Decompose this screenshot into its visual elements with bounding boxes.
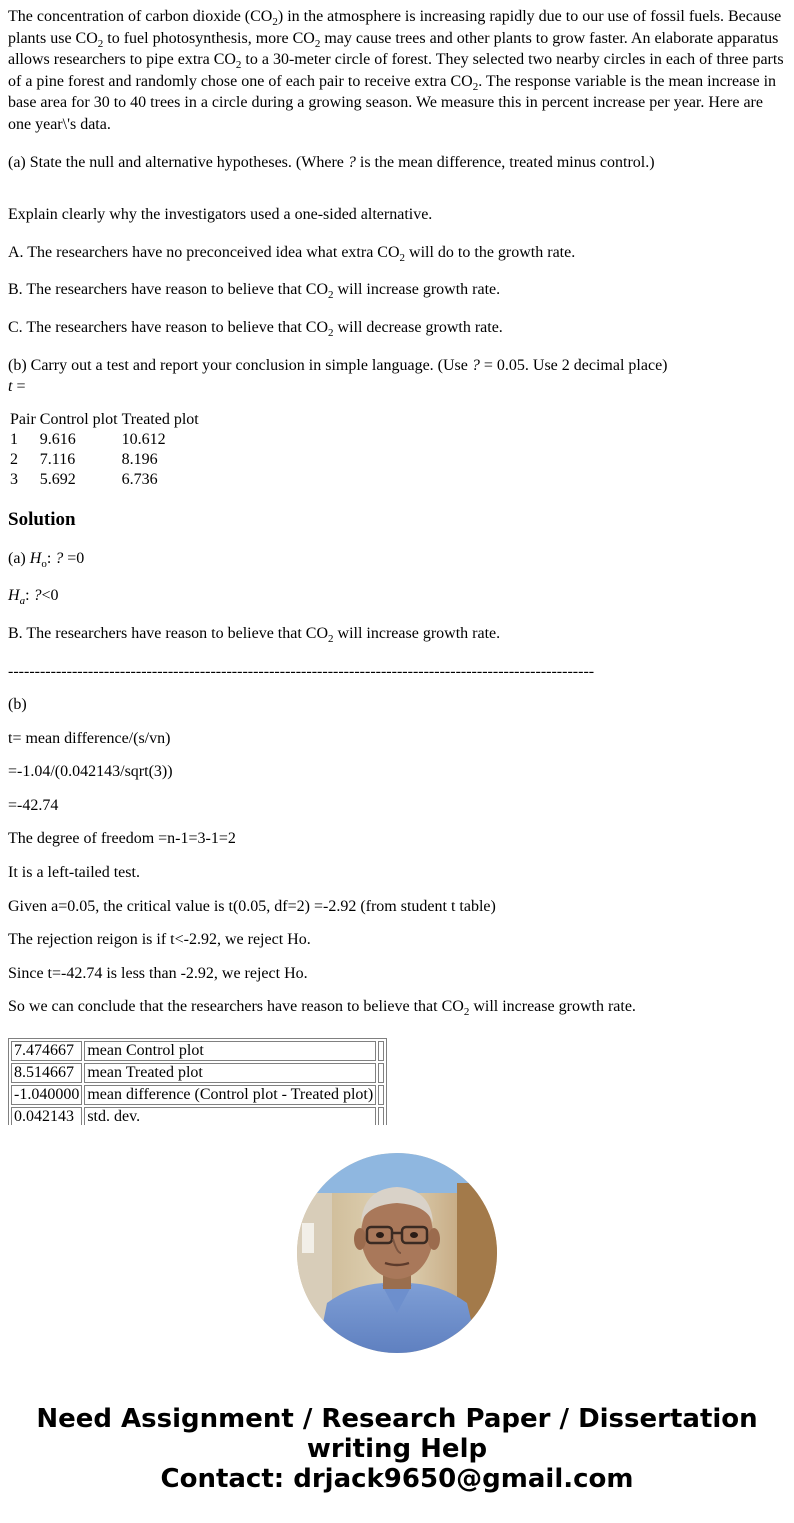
separator-line: --------------------------------------------------------------------------------------------------------------: [8, 662, 595, 680]
stat-value: 0.042143: [11, 1107, 82, 1125]
solution-heading: Solution: [8, 508, 76, 530]
solution-line: The rejection reigon is if t<-2.92, we reject Ho.: [8, 931, 311, 949]
table-row: [8, 470, 201, 490]
stat-label: std. dev.: [84, 1107, 376, 1125]
table-cell: 1: [10, 430, 18, 448]
footer-line: Need Assignment / Research Paper / Dissertation: [36, 1404, 758, 1434]
solution-line: The degree of freedom =n-1=3-1=2: [8, 830, 236, 848]
table-header-row: [8, 410, 201, 430]
data-table: [8, 410, 201, 490]
author-photo: [297, 1153, 497, 1353]
stat-label: mean Treated plot: [84, 1063, 376, 1083]
selected-answer: B. The researchers have reason to believe that $CO_2$ will increase growth rate.: [8, 624, 501, 645]
table-cell: 2: [10, 450, 18, 468]
problem-intro: The concentration of carbon dioxide $(CO_2)$ in the atmosphere is increasing rapidly due to our use of fossil fuels. Because plants use $CO_2$ to fuel photosynthesis, more $CO_2$ may cause trees and other plants to grow faster. An elaborate apparatus allows researchers to pipe extra $CO_2$ to a 30-meter circle of forest. They selected two nearby circles in each of three parts of a pine forest and randomly chose one of each pair to receive extra $CO_2$. The response variable is the mean increase in base area for 30 to 40 trees in a circle during a growing season. We measure this in percent increase per year. Here are one year\'s data.: [8, 8, 784, 133]
solution-line: =-1.04/(0.042143/sqrt(3)): [8, 763, 173, 781]
table-row: [11, 1107, 384, 1125]
stat-label: mean Control plot: [84, 1041, 376, 1061]
table-cell: 5.692: [39, 470, 76, 488]
header-treated: Treated plot: [121, 410, 199, 428]
table-cell: 3: [10, 470, 18, 488]
stat-label: mean difference (Control plot - Treated plot): [84, 1085, 376, 1105]
header-control: Control plot: [39, 410, 118, 428]
footer-banner: [0, 1404, 794, 1494]
option-c[interactable]: C. The researchers have reason to believe that $CO_2$ will decrease growth rate.: [8, 318, 503, 339]
table-row: [11, 1063, 384, 1083]
stats-table: [8, 1038, 387, 1125]
empty-cell: [378, 1107, 384, 1125]
header-pair: Pair: [10, 410, 36, 428]
table-cell: 6.736: [121, 470, 158, 488]
table-row: [11, 1085, 384, 1105]
stat-value: 8.514667: [11, 1063, 82, 1083]
table-cell: 8.196: [121, 450, 158, 468]
footer-contact[interactable]: Contact: drjack9650@gmail.com: [160, 1464, 634, 1494]
stat-value: -1.040000: [11, 1085, 82, 1105]
explain-prompt: Explain clearly why the investigators used a one-sided alternative.: [8, 206, 433, 224]
table-cell: 10.612: [121, 430, 166, 448]
t-answer-line: t =: [8, 378, 26, 396]
question-b: (b) Carry out a test and report your conclusion in simple language. (Use ? = 0.05. Use 2 decimal place): [8, 356, 668, 374]
table-row: [11, 1041, 384, 1061]
table-row: [8, 430, 201, 450]
option-b[interactable]: B. The researchers have reason to believe that $CO_2$ will increase growth rate.: [8, 281, 501, 302]
option-a[interactable]: A. The researchers have no preconceived idea what extra $CO_2$ will do to the growth rate.: [8, 243, 576, 264]
table-row: [8, 450, 201, 470]
question-a: (a) State the null and alternative hypotheses. (Where ? is the mean difference, treated minus control.): [8, 153, 655, 171]
footer-line: writing Help: [306, 1434, 488, 1464]
conclusion: So we can conclude that the researchers have reason to believe that $CO_2$ will increase growth rate.: [8, 998, 636, 1019]
empty-cell: [378, 1041, 384, 1061]
null-hypothesis: (a) $H_o$: ? =0: [8, 549, 85, 570]
solution-line: =-42.74: [8, 796, 59, 814]
stats-table-container: [8, 1038, 786, 1125]
solution-line: It is a left-tailed test.: [8, 864, 140, 882]
solution-line: Given a=0.05, the critical value is t(0.05, df=2) =-2.92 (from student t table): [8, 897, 496, 915]
person-portrait-icon: [297, 1153, 497, 1353]
empty-cell: [378, 1085, 384, 1105]
part-b-label: (b): [8, 696, 27, 714]
solution-line: Since t=-42.74 is less than -2.92, we reject Ho.: [8, 964, 308, 982]
table-cell: 9.616: [39, 430, 76, 448]
alt-hypothesis: $H_a$: ?<0: [8, 587, 59, 608]
solution-line: t= mean difference/(s/vn): [8, 729, 171, 747]
table-cell: 7.116: [39, 450, 76, 468]
stat-value: 7.474667: [11, 1041, 82, 1061]
empty-cell: [378, 1063, 384, 1083]
